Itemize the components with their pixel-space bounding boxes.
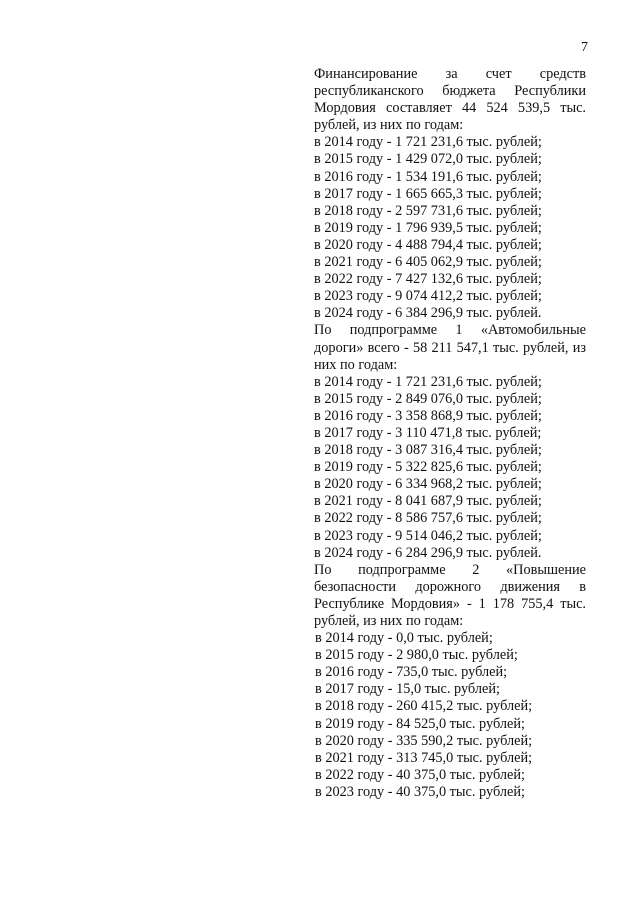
year-line: в 2017 году - 3 110 471,8 тыс. рублей;	[314, 424, 542, 441]
year-line: в 2019 году - 1 796 939,5 тыс. рублей;	[314, 219, 542, 236]
year-line: в 2022 году - 8 586 757,6 тыс. рублей;	[314, 510, 542, 527]
year-line: в 2016 году - 735,0 тыс. рублей;	[315, 664, 508, 681]
section-subprogram-2	[314, 562, 586, 801]
year-line: в 2015 году - 1 429 072,0 тыс. рублей;	[314, 151, 542, 168]
section-intro: По подпрограмме 1 «Автомобильные дороги» всего - 58 211 547,1 тыс. рублей, из них по годам:	[314, 322, 586, 373]
year-line: в 2020 году - 335 590,2 тыс. рублей;	[315, 732, 533, 749]
year-line: в 2016 году - 1 534 191,6 тыс. рублей;	[314, 168, 542, 185]
year-line: в 2021 году - 6 405 062,9 тыс. рублей;	[314, 254, 542, 271]
year-line: в 2023 году - 9 074 412,2 тыс. рублей;	[314, 288, 542, 305]
year-line: в 2017 году - 1 665 665,3 тыс. рублей;	[314, 185, 542, 202]
year-line: в 2021 году - 313 745,0 тыс. рублей;	[315, 749, 533, 766]
year-line: в 2020 году - 4 488 794,4 тыс. рублей;	[314, 236, 542, 253]
year-line: в 2018 году - 3 087 316,4 тыс. рублей;	[314, 442, 542, 459]
year-line: в 2018 году - 2 597 731,6 тыс. рублей;	[314, 202, 542, 219]
document-body	[314, 66, 586, 801]
year-line: в 2023 году - 9 514 046,2 тыс. рублей;	[314, 527, 542, 544]
year-line: в 2018 году - 260 415,2 тыс. рублей;	[315, 698, 533, 715]
section-republican-budget	[314, 66, 586, 322]
year-line: в 2014 году - 1 721 231,6 тыс. рублей;	[314, 373, 542, 390]
year-line: в 2024 году - 6 284 296,9 тыс. рублей.	[314, 544, 542, 561]
year-line: в 2014 году - 1 721 231,6 тыс. рублей;	[314, 134, 542, 151]
year-line: в 2019 году - 5 322 825,6 тыс. рублей;	[314, 459, 542, 476]
year-line: в 2024 году - 6 384 296,9 тыс. рублей.	[314, 305, 542, 322]
year-line: в 2017 году - 15,0 тыс. рублей;	[315, 681, 500, 698]
year-line: в 2015 году - 2 980,0 тыс. рублей;	[315, 647, 518, 664]
year-line: в 2014 году - 0,0 тыс. рублей;	[315, 630, 493, 647]
year-line: в 2023 году - 40 375,0 тыс. рублей;	[315, 783, 525, 800]
year-line: в 2019 году - 84 525,0 тыс. рублей;	[315, 715, 525, 732]
year-line: в 2022 году - 7 427 132,6 тыс. рублей;	[314, 271, 542, 288]
year-line: в 2022 году - 40 375,0 тыс. рублей;	[315, 766, 525, 783]
section-subprogram-1	[314, 322, 586, 561]
year-line: в 2021 году - 8 041 687,9 тыс. рублей;	[314, 493, 542, 510]
page-number: 7	[581, 40, 588, 55]
year-line: в 2016 году - 3 358 868,9 тыс. рублей;	[314, 407, 542, 424]
section-intro: Финансирование за счет средств республиканского бюджета Республики Мордовия составляет 44 524 539,5 тыс. рублей, из них по годам:	[314, 66, 586, 134]
year-line: в 2015 году - 2 849 076,0 тыс. рублей;	[314, 390, 542, 407]
section-intro: По подпрограмме 2 «Повышение безопасности дорожного движения в Республике Мордовия» - 1 178 755,4 тыс. рублей, из них по годам:	[314, 561, 586, 629]
year-line: в 2020 году - 6 334 968,2 тыс. рублей;	[314, 476, 542, 493]
